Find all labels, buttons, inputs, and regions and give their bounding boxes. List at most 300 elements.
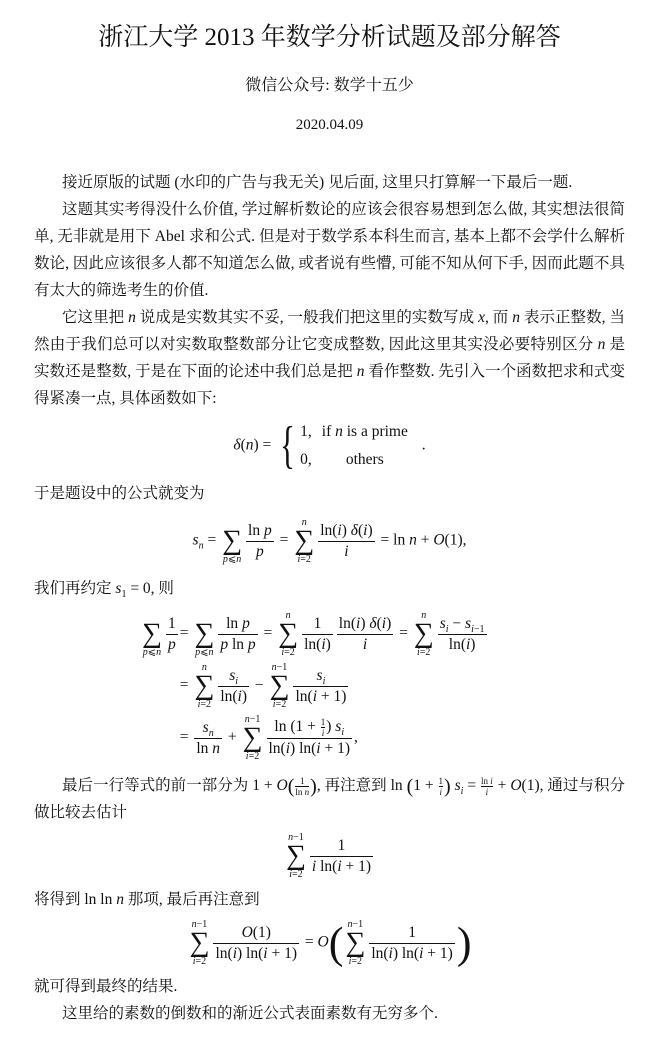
- math-variable: n: [335, 423, 343, 440]
- math-variable: i: [344, 542, 349, 560]
- math-text: ) =: [253, 436, 276, 454]
- math-variable: n: [212, 739, 221, 757]
- fraction-denominator: [302, 635, 333, 655]
- left-paren: (: [287, 775, 295, 798]
- summation: [270, 662, 290, 710]
- math-variable: i: [362, 635, 368, 653]
- math-variable: n: [116, 891, 124, 908]
- main-derivation: [140, 608, 489, 764]
- fraction-denominator: [318, 542, 374, 562]
- sigma-symbol: ∑: [269, 670, 290, 701]
- equation-lhs: [140, 608, 180, 660]
- sum-lower-limit: [294, 554, 314, 565]
- math-text: 1: [121, 589, 127, 601]
- math-variable: s: [229, 666, 236, 684]
- math-variable: i: [363, 521, 368, 539]
- math-variable: p: [247, 635, 256, 653]
- math-text: ln(: [371, 944, 389, 962]
- math-text: ln(: [448, 635, 466, 653]
- math-text: −: [448, 614, 466, 632]
- fraction-numerator: [337, 614, 393, 635]
- math-text: 1: [337, 836, 346, 854]
- math-text: 是实数还是整数, 于是在下面的论述中我们总是把: [34, 336, 625, 380]
- paragraph: [34, 169, 625, 196]
- math-variable: i: [311, 857, 317, 875]
- math-text: =: [179, 624, 193, 642]
- math-text: ln: [226, 614, 243, 632]
- math-text: =2: [419, 647, 431, 658]
- sum-lower-limit: [278, 647, 298, 658]
- fraction-numerator: [267, 717, 353, 739]
- fraction-denominator: [295, 787, 309, 797]
- math-text: 那项, 最后再注意到: [124, 891, 260, 908]
- sigma-symbol: ∑: [189, 927, 210, 958]
- math-text: = 0, 则: [126, 580, 174, 597]
- fraction-numerator: [369, 923, 455, 944]
- math-text: =2: [200, 699, 212, 710]
- case-value: [300, 446, 322, 474]
- fraction-denominator: [267, 739, 353, 759]
- math-text: −1: [276, 662, 288, 673]
- sum-lower-limit: [286, 869, 306, 880]
- math-variable: i: [337, 857, 342, 875]
- math-text: =: [395, 624, 412, 642]
- wechat-account: 微信公众号: 数学十五少: [245, 77, 414, 94]
- math-variable: n: [285, 610, 291, 621]
- math-text: 看作整数. 先引入一个函数把求和式变得紧凑一点, 具体函数如下:: [34, 363, 625, 407]
- math-variable: i: [297, 554, 301, 565]
- fraction-denominator: [194, 739, 222, 759]
- fraction-denominator: [293, 687, 348, 707]
- fraction-numerator: [218, 614, 257, 635]
- left-paren: (: [328, 918, 344, 967]
- math-variable: s: [465, 614, 472, 632]
- math-text: −1: [473, 623, 485, 635]
- math-text: ) ln(: [290, 740, 317, 757]
- math-variable: i: [337, 521, 342, 539]
- fraction-numerator: [246, 521, 274, 542]
- left-paren: (: [406, 775, 414, 798]
- fraction-numerator: [439, 776, 444, 787]
- math-variable: i: [232, 944, 237, 962]
- math-text: (1), 通过与积分做比较去估计: [34, 777, 625, 821]
- fraction-numerator: [295, 776, 309, 787]
- case-condition: [322, 446, 418, 474]
- math-text: , 而: [484, 309, 513, 326]
- math-text: +: [416, 531, 434, 549]
- document-date: 2020.04.09: [295, 117, 364, 133]
- math-text: ln(: [295, 687, 313, 705]
- sum-lower-limit: [222, 554, 242, 565]
- sum-lower-limit: [142, 647, 162, 658]
- estimate-formula: [34, 832, 625, 880]
- math-variable: O: [317, 933, 329, 951]
- math-variable: i: [192, 956, 196, 967]
- math-text: (: [240, 436, 246, 454]
- math-fraction: [166, 614, 178, 655]
- right-paren: ): [456, 918, 472, 967]
- math-variable: i: [439, 786, 443, 797]
- fraction-denominator: [166, 635, 178, 655]
- math-fraction: [267, 717, 353, 759]
- math-text: 1 +: [413, 777, 438, 794]
- fraction-numerator: [321, 717, 326, 728]
- math-text: 接近原版的试题 (水印的广告与我无关) 见后面, 这里只打算解一下最后一题.: [62, 174, 573, 191]
- math-variable: O: [241, 923, 253, 941]
- math-variable: s: [335, 718, 342, 736]
- equation-lhs: [140, 660, 180, 712]
- math-variable: i: [485, 786, 489, 797]
- sum-lower-limit: [194, 647, 214, 658]
- math-variable: δ: [350, 521, 358, 539]
- summation: [243, 714, 263, 762]
- math-variable: n: [208, 647, 214, 658]
- math-variable: n: [597, 336, 606, 353]
- math-text: ) ln(: [237, 944, 264, 962]
- math-text: ln: [228, 635, 248, 653]
- math-text: ln(: [338, 614, 357, 632]
- math-text: 这里给的素数的倒数和的渐近公式表面素数有无穷多个.: [62, 1005, 438, 1022]
- equation-lhs: [140, 712, 180, 764]
- math-text: −: [251, 676, 268, 694]
- math-text: ⩽: [147, 647, 157, 658]
- left-brace: {: [280, 417, 296, 474]
- math-text: =2: [292, 869, 303, 880]
- math-text: ): [326, 718, 336, 736]
- math-fraction: [246, 521, 274, 562]
- math-variable: p: [242, 614, 250, 632]
- math-fraction: [302, 614, 333, 655]
- math-text: =: [463, 777, 480, 794]
- math-text: (: [376, 614, 382, 632]
- case-condition: [322, 418, 418, 446]
- math-text: 1: [438, 775, 444, 786]
- summation: [142, 610, 162, 658]
- math-variable: i: [312, 687, 318, 705]
- sum-lower-limit: [243, 751, 263, 762]
- math-fraction: [213, 923, 299, 964]
- math-variable: i: [197, 699, 201, 710]
- cases-table: [300, 418, 418, 474]
- fraction-numerator: [318, 521, 374, 542]
- math-variable: i: [281, 647, 285, 658]
- math-variable: n: [128, 309, 136, 326]
- fraction-numerator: [302, 614, 333, 635]
- math-variable: n: [201, 662, 207, 673]
- fraction-denominator: [438, 635, 487, 655]
- sigma-symbol: ∑: [194, 618, 215, 649]
- math-variable: s: [439, 614, 446, 632]
- summation: [194, 662, 214, 710]
- math-text: ln: [248, 521, 264, 539]
- math-text: ): [367, 521, 373, 539]
- sum-lower-limit: [414, 647, 434, 658]
- math-text: 1: [300, 775, 305, 786]
- sum-lower-limit: [194, 699, 214, 710]
- math-variable: i: [321, 728, 325, 738]
- equation-row: [140, 608, 489, 660]
- summation: [278, 610, 298, 658]
- math-variable: n: [271, 662, 277, 673]
- math-text: 表示正整数, 当然由于我们总可以对实数取整数部分让它变成整数, 因此这里其实没必要特别区分: [34, 309, 625, 353]
- math-variable: i: [341, 727, 345, 739]
- math-text: ln(: [215, 944, 233, 962]
- sigma-symbol: ∑: [413, 618, 434, 649]
- math-text: + 1): [317, 687, 347, 705]
- math-variable: n: [512, 309, 520, 326]
- math-text: is a prime: [342, 423, 408, 440]
- math-variable: i: [465, 635, 471, 653]
- math-text: + 1): [341, 857, 372, 875]
- math-variable: p: [195, 647, 201, 658]
- math-variable: n: [356, 363, 365, 380]
- math-variable: i: [237, 687, 242, 705]
- math-text: ln (1 +: [274, 718, 320, 736]
- math-text: −1: [293, 832, 304, 843]
- math-fraction: [310, 836, 373, 877]
- math-variable: n: [421, 610, 427, 621]
- math-text: =2: [248, 751, 260, 762]
- parenthesized: [328, 918, 472, 967]
- right-paren: ): [310, 775, 317, 798]
- fraction-numerator: [218, 666, 249, 687]
- math-text: ln: [295, 786, 305, 797]
- parenthesized: [287, 775, 317, 798]
- sigma-symbol: ∑: [278, 618, 299, 649]
- equation-row: [140, 712, 489, 764]
- math-variable: i: [419, 944, 424, 962]
- math-variable: s: [115, 580, 122, 597]
- math-variable: O: [510, 777, 522, 794]
- math-fraction: [295, 776, 309, 797]
- math-fraction: [438, 614, 487, 655]
- math-variable: i: [471, 623, 474, 635]
- fraction-denominator: [213, 944, 299, 964]
- paragraph: [34, 575, 625, 602]
- math-variable: s: [316, 666, 323, 684]
- math-text: ln: [481, 775, 491, 786]
- parenthesized: [406, 775, 451, 798]
- math-text: 就可得到最终的结果.: [34, 978, 178, 995]
- fraction-denominator: [481, 787, 493, 797]
- math-text: ln(: [304, 635, 322, 653]
- fraction-numerator: [166, 614, 178, 635]
- math-variable: i: [445, 623, 449, 635]
- summation: [222, 517, 242, 565]
- math-text: =2: [275, 699, 287, 710]
- math-variable: n: [304, 786, 310, 797]
- final-formula: [34, 919, 625, 967]
- math-variable: p: [263, 521, 272, 539]
- math-variable: i: [348, 956, 352, 967]
- math-variable: n: [244, 714, 250, 725]
- math-text: ): [470, 635, 476, 653]
- math-text: ln(: [220, 687, 238, 705]
- math-text: ⩽: [227, 554, 237, 565]
- paragraph: [34, 304, 625, 412]
- math-variable: i: [490, 775, 493, 786]
- math-text: ⩽: [200, 647, 209, 658]
- math-variable: p: [167, 635, 176, 653]
- fraction-denominator: [321, 728, 326, 738]
- summation: [194, 610, 214, 658]
- math-text: 1,: [300, 423, 312, 440]
- case-row: [300, 418, 418, 446]
- sum-lower-limit: [270, 699, 290, 710]
- case-row: [300, 446, 418, 474]
- math-text: 我们再约定: [34, 580, 116, 597]
- sn-formula: [34, 517, 625, 565]
- paragraph: [34, 886, 625, 913]
- math-text: = ln: [376, 531, 410, 549]
- sigma-symbol: ∑: [194, 670, 215, 701]
- math-text: (: [357, 521, 364, 539]
- math-text: 它这里把: [62, 309, 129, 326]
- math-variable: i: [245, 751, 249, 762]
- math-text: 于是题设中的公式就变为: [34, 485, 205, 502]
- math-text: others: [345, 451, 384, 468]
- math-subscript: [209, 728, 214, 739]
- fraction-numerator: [293, 666, 348, 687]
- math-variable: i: [381, 614, 387, 632]
- math-variable: p: [142, 647, 148, 658]
- equation-rhs: [180, 712, 489, 764]
- math-text: 这题其实考得没什么价值, 学过解析数论的应该会很容易想到怎么做, 其实想法很简单, 无非就是用下 Abel 求和公式. 但是对于数学系本科生而言, 基本上都不会学什么解析数论, 因此应该很多人都不知道怎么做, 或者说有些懵, 可能不知从何下手, 因而此题不具有太大的筛选考生的价值.: [34, 201, 625, 299]
- math-text: =: [179, 728, 193, 746]
- math-text: 1: [408, 923, 416, 941]
- math-variable: n: [301, 517, 307, 528]
- fraction-numerator: [194, 718, 222, 739]
- math-text: 最后一行等式的前一部分为 1 +: [62, 777, 277, 794]
- math-variable: n: [409, 531, 417, 549]
- math-fraction: [218, 666, 249, 707]
- math-text: if: [321, 423, 336, 440]
- math-variable: n: [288, 832, 294, 843]
- math-text: +: [224, 728, 241, 746]
- math-text: +: [493, 777, 511, 794]
- summation: [345, 919, 365, 967]
- math-subscript: [235, 676, 238, 687]
- math-text: =2: [195, 956, 207, 967]
- fraction-denominator: [218, 635, 257, 655]
- math-text: =: [259, 624, 277, 642]
- math-fraction: [194, 718, 222, 759]
- math-text: , 再注意到 ln: [316, 777, 407, 794]
- summation: [190, 919, 210, 967]
- cases-expression: [275, 418, 418, 474]
- math-variable: p: [220, 635, 229, 653]
- sigma-symbol: ∑: [285, 840, 306, 871]
- math-text: =: [179, 676, 193, 694]
- sigma-symbol: ∑: [222, 525, 243, 556]
- paragraph: [34, 772, 625, 826]
- math-fraction: [369, 923, 455, 964]
- math-text: .: [417, 436, 426, 454]
- math-text: 说成是实数其实不妥, 一般我们把这里的实数写成: [135, 309, 479, 326]
- math-fraction: [439, 776, 444, 797]
- math-variable: i: [322, 675, 326, 687]
- sigma-symbol: ∑: [345, 927, 366, 958]
- case-value: [300, 418, 322, 446]
- math-text: ln: [196, 739, 213, 757]
- math-text: 1: [167, 614, 176, 632]
- fraction-numerator: [438, 614, 487, 635]
- math-variable: δ: [369, 614, 377, 632]
- math-text: (1): [252, 923, 271, 941]
- fraction-denominator: [369, 944, 455, 964]
- math-variable: s: [454, 777, 461, 794]
- sigma-symbol: ∑: [142, 618, 162, 649]
- intro-section: [34, 169, 625, 412]
- math-text: ): [360, 614, 370, 632]
- math-variable: i: [272, 699, 276, 710]
- right-paren: ): [444, 775, 451, 798]
- summation: [286, 832, 306, 880]
- math-text: −1: [352, 919, 364, 930]
- math-text: ln(: [316, 857, 338, 875]
- math-fraction: [321, 717, 326, 738]
- math-variable: i: [417, 647, 420, 658]
- math-variable: i: [388, 944, 393, 962]
- math-subscript: [323, 676, 326, 687]
- paragraph: [34, 480, 625, 507]
- fraction-denominator: [218, 687, 249, 707]
- math-subscript: [341, 727, 344, 738]
- math-fraction: [218, 614, 257, 655]
- math-variable: x: [478, 309, 485, 326]
- fraction-denominator: [337, 635, 393, 655]
- math-text: ln(: [268, 740, 286, 757]
- math-text: =: [300, 933, 318, 951]
- fraction-denominator: [246, 542, 274, 562]
- math-text: ln(: [320, 521, 338, 539]
- math-variable: i: [316, 740, 321, 757]
- math-fraction: [337, 614, 393, 655]
- equation-row: [140, 660, 489, 712]
- sum-lower-limit: [190, 956, 210, 967]
- sum-lower-limit: [345, 956, 365, 967]
- paragraph: [34, 196, 625, 304]
- math-variable: n: [236, 554, 242, 565]
- math-text: (1),: [444, 531, 467, 549]
- math-text: =2: [284, 647, 295, 658]
- math-text: =: [275, 531, 293, 549]
- math-fraction: [293, 666, 348, 707]
- math-text: + 1): [423, 944, 453, 962]
- fraction-denominator: [439, 787, 444, 797]
- math-text: ): [341, 521, 351, 539]
- sigma-symbol: ∑: [242, 722, 263, 753]
- math-variable: δ: [233, 436, 241, 454]
- summation: [414, 610, 434, 658]
- delta-definition-formula: [34, 418, 625, 474]
- math-variable: i: [356, 614, 361, 632]
- math-text: 将得到 ln ln: [34, 891, 117, 908]
- math-text: =: [203, 531, 221, 549]
- math-variable: i: [285, 740, 291, 757]
- equation-rhs: [180, 660, 489, 712]
- math-text: −1: [196, 919, 208, 930]
- math-text: + 1): [320, 740, 351, 757]
- math-variable: n: [208, 727, 214, 739]
- math-text: ): [325, 635, 331, 653]
- sigma-symbol: ∑: [294, 525, 315, 556]
- paragraph: [34, 1000, 625, 1027]
- math-text: =2: [351, 956, 363, 967]
- math-text: ,: [354, 728, 358, 746]
- math-text: 1: [313, 614, 322, 632]
- math-text: ): [386, 614, 392, 632]
